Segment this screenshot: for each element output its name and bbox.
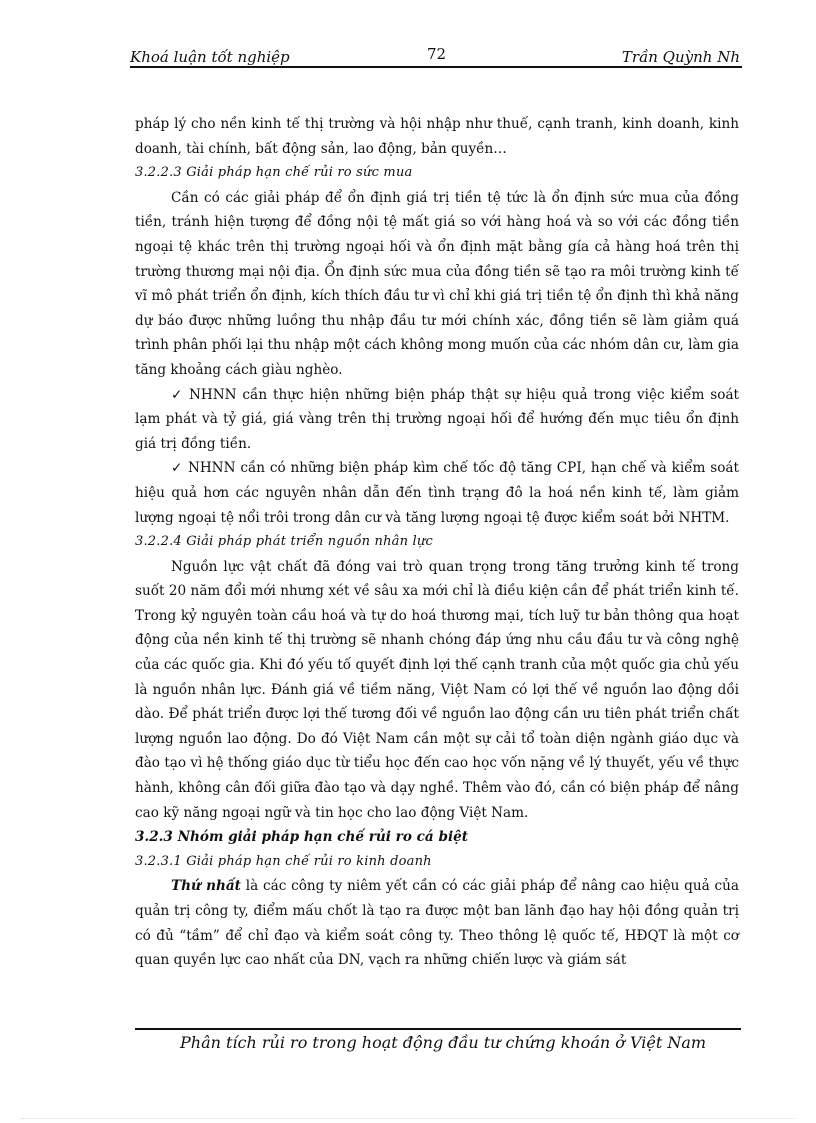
bullet-cpi-control [135, 456, 739, 530]
bullet-text: NHNN cần thực hiện những biện pháp thật sự hiệu quả trong việc kiểm soát lạm phát và tỷ giá, giá vàng trên thị trường ngoại hối để hướng đến mục tiêu ổn định giá trị đồng tiền. [135, 386, 740, 452]
page-edge-divider [20, 1118, 796, 1119]
checkmark-icon: ✓ [171, 386, 184, 403]
paragraph-business-risk [135, 874, 739, 972]
page-number: 72 [427, 45, 447, 63]
paragraph-purchasing-power: Cần có các giải pháp để ổn định giá trị tiền tệ tức là ổn định sức mua của đồng tiền, tránh hiện tượng để đồng nội tệ mất giá so với hàng hoá và so với các đồng tiền ngoại tệ khác trên thị trường ngoại hối và ổn định mặt bằng gía cả hàng hoá trên thị trường thương mại nội địa. Ổn định sức mua của đồng tiền sẽ tạo ra môi trường kinh tế vĩ mô phát triển ổn định, kích thích đầu tư vì chỉ khi giá trị tiền tệ ổn định thì khả năng dự báo được những luồng thu nhập đầu tư mới chính xác, đồng tiền sẽ làm giảm quá trình phân phối lại thu nhập một cách không mong muốn của các nhóm dân cư, làm gia tăng khoảng cách giàu nghèo. [135, 189, 739, 378]
page-header [130, 45, 740, 68]
page-footer: Phân tích rủi ro trong hoạt động đầu tư chứng khoán ở Việt Nam [180, 1033, 707, 1052]
header-author: Trần Quỳnh Nh [621, 48, 740, 66]
paragraph-human-resources: Nguồn lực vật chất đã đóng vai trò quan trọng trong tăng trưởng kinh tế trong suốt 20 năm đổi mới nhưng xét về sâu xa mới chỉ là điều kiện cần để phát triển kinh tế. Trong kỷ nguyên toàn cầu hoá và tự do hoá thương mại, tích luỹ tư bản thông qua hoạt động của nền kinh tế thị trường sẽ nhanh chóng đáp ứng nhu cầu đầu tư và công nghệ của các quốc gia. Khi đó yếu tố quyết định lợi thế cạnh tranh của một quốc gia chủ yếu là nguồn nhân lực. Đánh giá về tiềm năng, Việt Nam có lợi thế về nguồn lao động dồi dào. Để phát triển được lợi thế tương đối về nguồn lao động cần ưu tiên phát triển chất lượng nguồn lao động. Do đó Việt Nam cần một sự cải tổ toàn diện ngành giáo dục và đào tạo vì hệ thống giáo dục từ tiểu học đến cao học vốn nặng về lý thuyết, yếu về thực hành, không cân đối giữa đào tạo và dạy nghề. Thêm vào đó, cần có biện pháp để nâng cao kỹ năng ngoại ngữ và tin học cho lao động Việt Nam. [135, 558, 739, 821]
paragraph-legal-framework: pháp lý cho nền kinh tế thị trường và hội nhập như thuế, cạnh tranh, kinh doanh, kinh doanh, tài chính, bất động sản, lao động, bản quyền… [135, 116, 739, 157]
heading-323: 3.2.3 Nhóm giải pháp hạn chế rủi ro cá biệt [135, 829, 469, 846]
paragraph-text: là các công ty niêm yết cần có các giải pháp để nâng cao hiệu quả của quản trị công ty, điểm mấu chốt là tạo ra được một ban lãnh đạo hay hội đồng quản trị có đủ “tầm” để chỉ đạo và kiểm soát công ty. Theo thông lệ quốc tế, HĐQT là một cơ quan quyền lực cao nhất của DN, vạch ra những chiến lược và giám sát [135, 878, 739, 969]
bullet-inflation-control [135, 383, 739, 457]
lead-term: Thứ nhất [171, 878, 241, 895]
heading-3223: 3.2.2.3 Giải pháp hạn chế rủi ro sức mua [135, 165, 413, 181]
heading-3231: 3.2.3.1 Giải pháp hạn chế rủi ro kinh doanh [135, 853, 432, 869]
document-body [135, 112, 739, 973]
header-rule [130, 66, 742, 68]
checkmark-icon: ✓ [171, 460, 183, 477]
heading-3224: 3.2.2.4 Giải pháp phát triển nguồn nhân lực [135, 534, 433, 550]
bullet-text: NHNN cần có những biện pháp kìm chế tốc độ tăng CPI, hạn chế và kiểm soát hiệu quả hơn các nguyên nhân dẫn đến tình trạng đô la hoá nền kinh tế, làm giảm lượng ngoại tệ nổi trôi trong dân cư và tăng lượng ngoại tệ được kiểm soát bởi NHTM. [135, 460, 740, 526]
header-thesis-label: Khoá luận tốt nghiệp [130, 48, 290, 66]
footer-rule [135, 1028, 741, 1030]
